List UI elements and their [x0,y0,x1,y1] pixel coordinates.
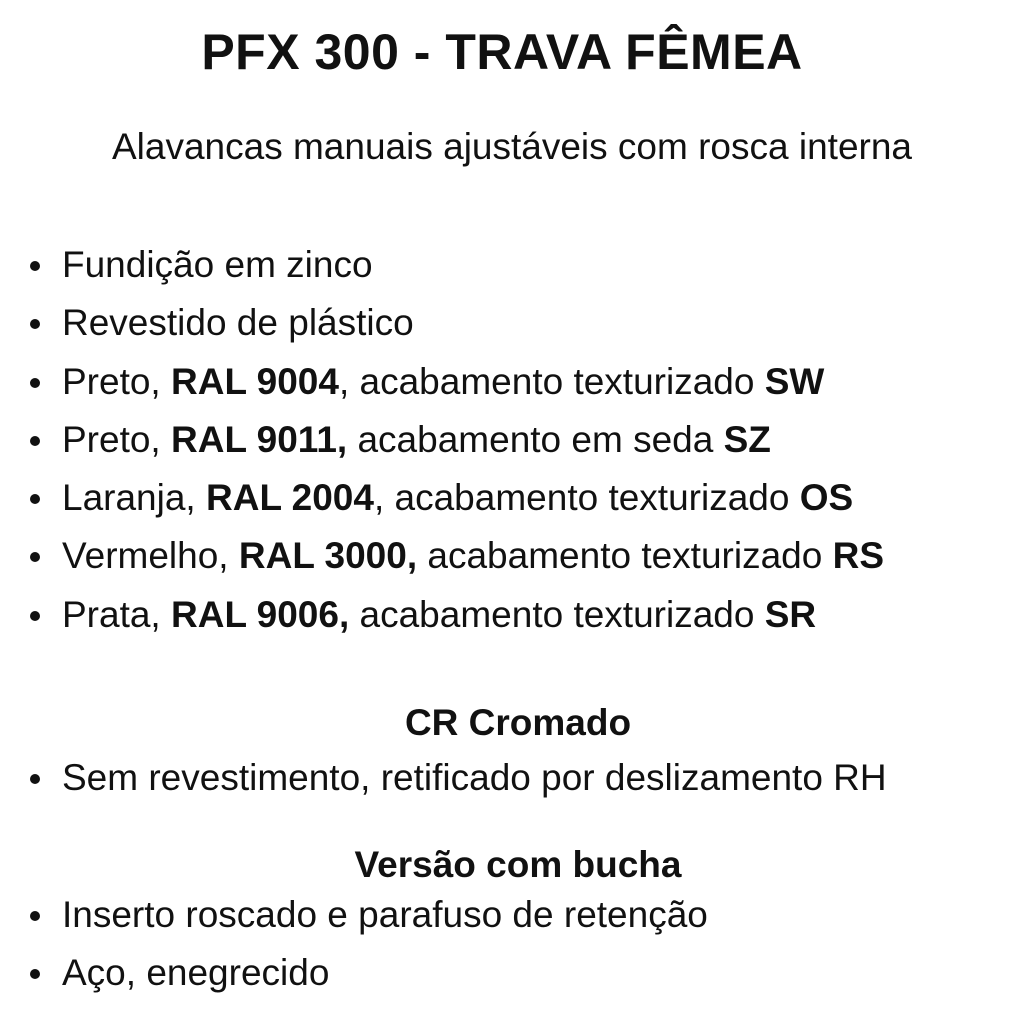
finish-code: SZ [723,418,771,460]
finish-code: SW [764,360,825,402]
list-item [0,298,1024,356]
list-item [0,753,1024,811]
list-item [0,531,1024,589]
section-heading-bucha: Versão com bucha [354,844,682,885]
bullet-icon [30,611,40,621]
color-name: Preto, [62,418,171,460]
finish-text: , acabamento texturizado [338,360,765,402]
list-item [0,415,1024,473]
finish-text: acabamento em seda [347,418,724,460]
ral-code: RAL 3000, [238,535,418,577]
list-item-text [62,357,824,407]
finish-code: SR [764,593,817,635]
finish-code: RS [832,535,885,577]
bullet-icon [30,436,40,446]
page-title: PFX 300 - TRAVA FÊMEA [201,24,803,80]
color-name: Prata, [62,593,171,635]
finish-text: , acabamento texturizado [373,477,800,519]
bullet-icon [30,261,40,271]
bullet-icon [30,378,40,388]
bullet-icon [30,774,40,784]
ral-code: RAL 9006, [171,593,350,635]
color-name: Laranja, [62,477,206,519]
list-item-text: Sem revestimento, retificado por deslizamento RH [62,757,887,798]
bullet-icon [30,319,40,329]
list-item-text [62,473,853,523]
ral-code: RAL 2004 [206,477,374,519]
list-item-text: Revestido de plástico [62,302,414,344]
bullet-icon [30,494,40,504]
list-item [0,948,1024,1006]
list-item [0,590,1024,648]
page-subtitle: Alavancas manuais ajustáveis com rosca interna [112,126,912,167]
list-item [0,890,1024,948]
feature-list [0,240,1024,648]
bullet-icon [30,969,40,979]
list-item-text: Aço, enegrecido [62,952,330,994]
bullet-icon [30,552,40,562]
finish-code: OS [799,477,854,519]
finish-text: acabamento texturizado [417,535,833,577]
list-item [0,473,1024,531]
list-item-text: Fundição em zinco [62,244,373,285]
list-item-text [62,531,884,581]
list-item [0,240,1024,298]
ral-code: RAL 9011, [171,418,348,460]
finish-text: acabamento texturizado [349,593,765,635]
section-heading-cr: CR Cromado [404,702,632,743]
list-item-text [62,590,816,640]
color-name: Vermelho, [62,535,239,577]
list-item-text: Inserto roscado e parafuso de retenção [62,894,708,935]
cr-list [0,753,1024,811]
list-item [0,357,1024,415]
bullet-icon [30,911,40,921]
ral-code: RAL 9004 [171,360,339,402]
list-item-text [62,415,771,465]
color-name: Preto, [62,360,171,402]
bucha-list [0,890,1024,1007]
